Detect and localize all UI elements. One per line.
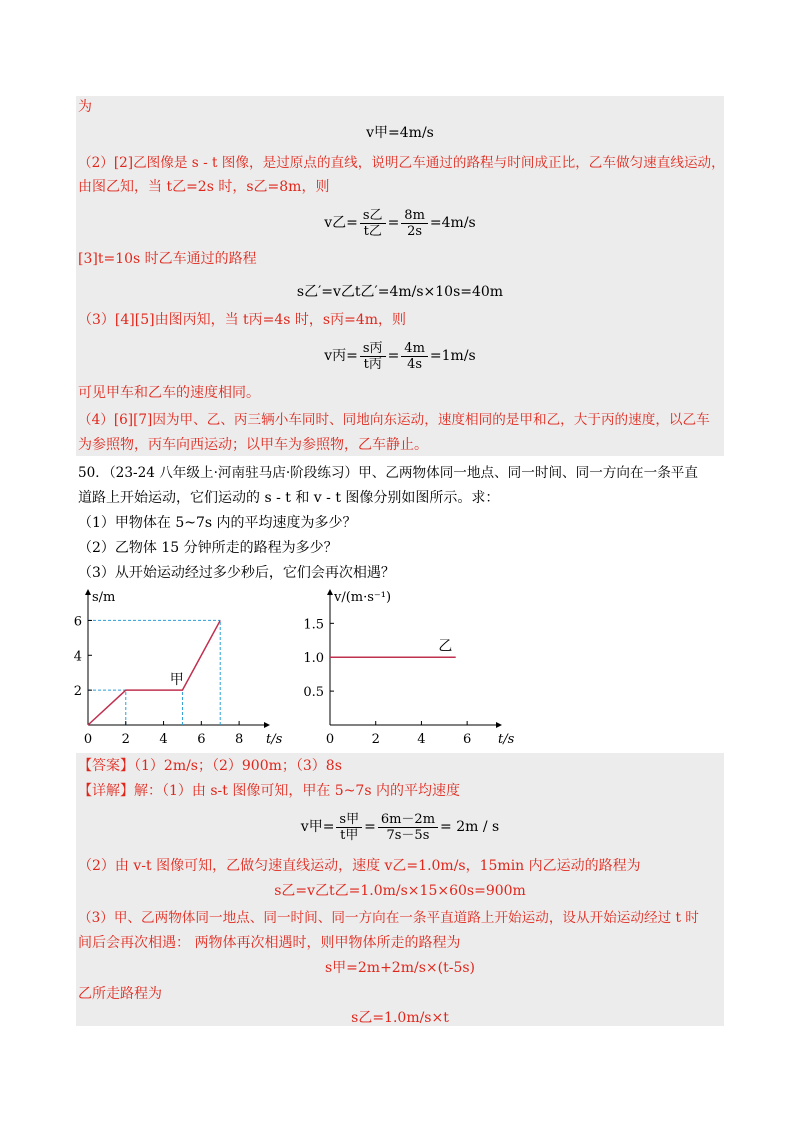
den: 2s [407,223,423,239]
y-axis-arrow [85,589,91,595]
y-tick-label: 2 [73,684,82,700]
fraction-4m-over-4s [401,341,428,372]
paragraph-2-line-1: （2）[2]乙图像是 s - t 图像，是过原点的直线，说明乙车通过的路程与时间成正比，乙车做匀速直线运动， [78,155,725,171]
detail-line: 【详解】解：（1）由 s-t 图像可知，甲在 5~7s 内的平均速度 [78,783,460,799]
eq-v-bing-rhs: =1m/s [429,348,476,364]
y-tick-label: 6 [73,614,82,630]
paragraph-6-line-2: 为参照物，丙车向西运动；以甲车为参照物，乙车静止。 [78,437,428,453]
x-tick-label: 0 [83,732,93,747]
equation-s-yi-900: s乙=v乙t乙=1.0m/s×15×60s=900m [274,883,526,899]
num: s甲 [336,812,362,828]
x-tick-label: 4 [159,732,168,747]
series-label-jia: 甲 [169,672,184,689]
y-tick-label: 0.5 [303,685,324,701]
num: 4m [401,341,428,357]
x-tick-label: 6 [463,732,472,747]
x-tick-label: 4 [417,732,426,747]
question-50-sub-3: （3）从开始运动经过多少秒后，它们会再次相遇？ [78,565,395,581]
answer-paragraph-3-line-1: （3）甲、乙两物体同一地点、同一时间、同一方向在一条平直道路上开始运动，设从开始运动经过 t 时 [78,910,699,926]
v-t-chart [300,588,530,748]
x-tick-label: 0 [325,732,335,747]
x-tick-label: 2 [371,732,380,747]
paragraph-5: 可见甲车和乙车的速度相同。 [78,385,260,401]
eq-v-yi-rhs: =4m/s [429,215,476,231]
answer-paragraph-3-line-2: 间后会再次相遇： 两物体再次相遇时，则甲物体所走的路程为 [78,935,461,951]
y-axis-label: v/(m·s⁻¹) [334,590,392,605]
fraction-s-over-t-yi [360,208,386,239]
question-50-line-1: 50．（23-24 八年级上·河南驻马店·阶段练习）甲、乙两物体同一地点、同一时间、同一方向在一条平直 [78,465,698,481]
series-line [88,620,220,725]
x-axis-arrow [264,722,270,728]
paragraph-3: [3]t=10s 时乙车通过的路程 [78,251,257,267]
num: s丙 [360,341,386,357]
eq-v-yi-lhs: v乙= [324,215,358,231]
eq1-rhs: = 2m / s [440,819,500,835]
equation-v-jia: v甲=4m/s [366,125,434,141]
answer-paragraph-2: （2）由 v-t 图像可知，乙做匀速直线运动，速度 v乙=1.0m/s，15min 内乙运动的路程为 [78,858,641,874]
x-tick-label: 6 [197,732,206,747]
paragraph-2-line-2: 由图乙知，当 t乙=2s 时，s乙=8m，则 [78,179,330,195]
question-50-sub-2: （2）乙物体 15 分钟所走的路程为多少？ [78,540,338,556]
num: 6m－2m [378,812,438,828]
x-tick-label: 8 [234,732,244,747]
answer-paragraph-4: 乙所走路程为 [78,986,162,1002]
answer-line: 【答案】（1）2m/s；（2）900m；（3）8s [78,758,342,774]
equals: = [387,348,400,364]
den: 7s－5s [386,827,430,843]
equals: = [364,819,376,835]
fraction-distance-over-time [378,812,438,843]
den: t丙 [363,356,382,372]
den: t甲 [340,827,359,843]
y-tick-label: 4 [73,649,82,665]
fraction-s-over-t-bing [360,341,386,372]
paragraph-4: （3）[4][5]由图丙知，当 t丙=4s 时，s丙=4m，则 [78,312,407,328]
paragraph-6-line-1: （4）[6][7]因为甲、乙、丙三辆小车同时、同地向东运动，速度相同的是甲和乙，大于丙的速度，以乙车 [78,412,710,428]
eq1-lhs: v甲= [300,819,335,835]
equation-v-bing [76,336,724,376]
question-50-line-2: 道路上开始运动，它们运动的 s - t 和 v - t 图像分别如图所示。求： [78,490,500,506]
y-axis-arrow [327,589,333,595]
den: t乙 [363,223,382,239]
equation-s-yi-t: s乙=1.0m/s×t [351,1010,449,1026]
num: s乙 [360,208,386,224]
x-axis-label: t/s [498,732,515,747]
equals: = [387,215,400,231]
y-tick-label: 1.0 [303,651,324,667]
text-wei: 为 [78,99,92,115]
equation-v-jia-avg [76,806,724,848]
y-axis-label: s/m [92,590,116,605]
y-tick-label: 1.5 [303,617,324,633]
eq-v-bing-lhs: v丙= [324,348,358,364]
num: 8m [401,208,428,224]
equation-s-jia: s甲=2m+2m/s×(t-5s) [324,960,475,976]
equation-s-yi: s乙′=v乙t乙′=4m/s×10s=40m [296,284,504,300]
s-t-chart [72,588,283,748]
x-axis-label: t/s [266,732,283,747]
equation-v-yi [76,203,724,243]
x-tick-label: 2 [121,732,130,747]
den: 4s [407,356,423,372]
question-50-sub-1: （1）甲物体在 5~7s 内的平均速度为多少？ [78,515,357,531]
fraction-s-over-t-jia [336,812,362,843]
series-label-yi: 乙 [438,638,453,655]
fraction-8m-over-2s [401,208,428,239]
x-axis-arrow [496,722,502,728]
